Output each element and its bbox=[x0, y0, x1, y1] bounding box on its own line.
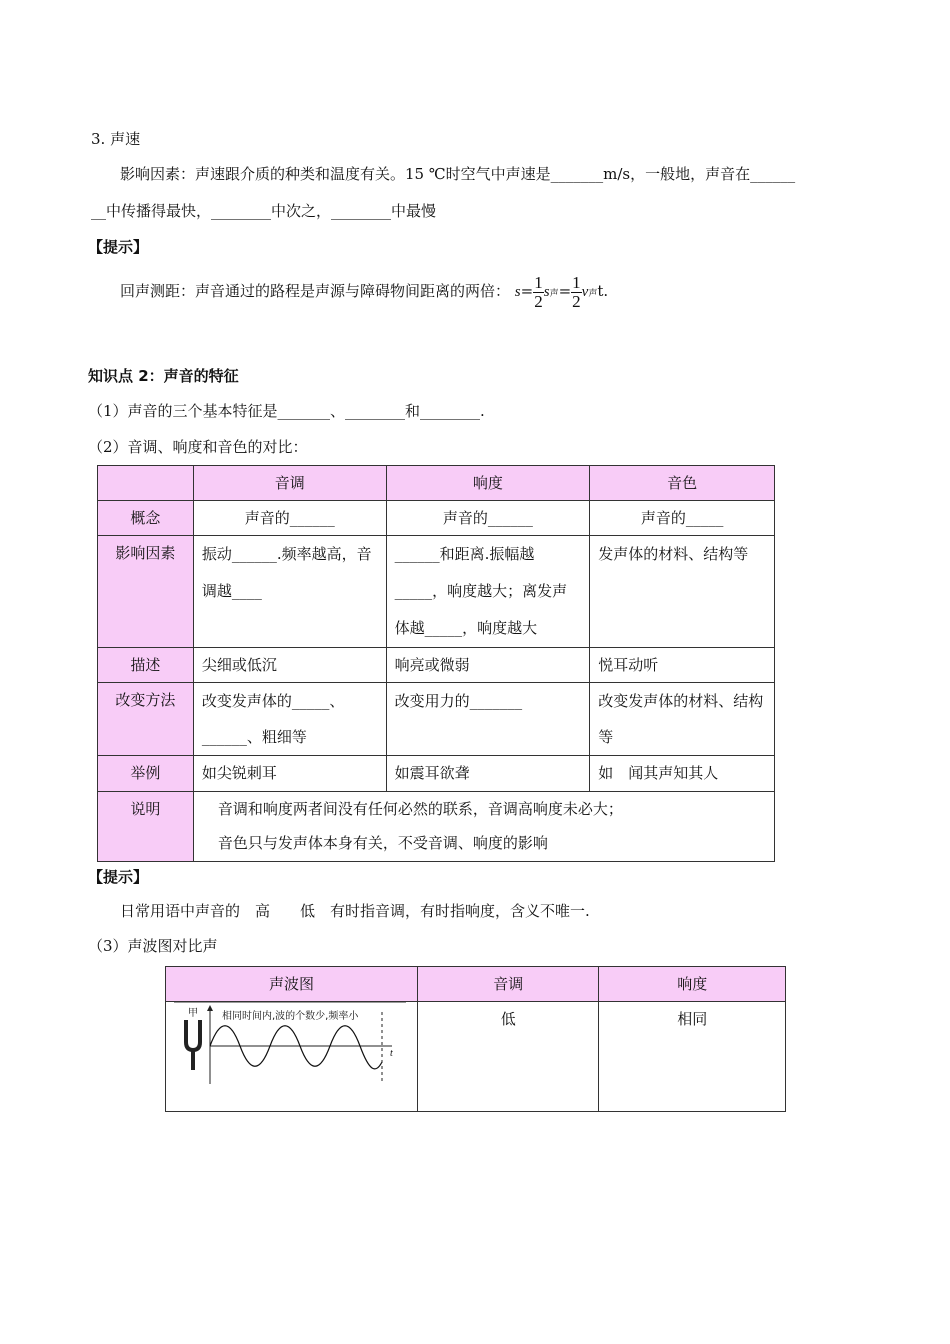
table-header-row bbox=[166, 967, 786, 1002]
formula-v: v bbox=[581, 284, 589, 300]
formula-t: t. bbox=[597, 282, 609, 300]
table-cell: 声音的______ bbox=[193, 501, 386, 536]
table-cell: 声音的______ bbox=[386, 501, 590, 536]
speed-factors-line2: __中传播得最快，________中次之，________中最慢 bbox=[91, 202, 437, 220]
table-header-row bbox=[98, 466, 775, 501]
table-cell: 振动______.频率越高，音调越____ bbox=[193, 536, 386, 648]
echo-formula-line bbox=[120, 271, 608, 311]
question-2: （2）音调、响度和音色的对比： bbox=[88, 438, 308, 456]
table-row bbox=[98, 648, 775, 683]
table-row bbox=[98, 536, 775, 648]
header-wave: 声波图 bbox=[166, 967, 418, 1002]
formula-s: s bbox=[514, 284, 521, 300]
table-cell: 如 闻其声知其人 bbox=[590, 756, 775, 792]
formula-fraction: $\frac{1}{2}$ bbox=[534, 272, 543, 311]
table-row bbox=[98, 683, 775, 756]
formula-fraction-2: $\frac{1}{2}$ bbox=[572, 272, 581, 311]
loudness-cell: 相同 bbox=[599, 1002, 786, 1112]
knowledge-heading: 知识点 2：声音的特征 bbox=[88, 367, 239, 385]
table-cell: 尖细或低沉 bbox=[193, 648, 386, 683]
table-cell: 响亮或微弱 bbox=[386, 648, 590, 683]
table-cell: 改变用力的_______ bbox=[386, 683, 590, 756]
note-line-1: 音调和响度两者间没有任何必然的联系，音调高响度未必大； bbox=[217, 800, 623, 818]
wave-table bbox=[165, 966, 786, 1112]
pitch-cell: 低 bbox=[417, 1002, 599, 1112]
row-label: 说明 bbox=[98, 792, 194, 862]
table-cell: 悦耳动听 bbox=[590, 648, 775, 683]
formula-eq2: = bbox=[558, 282, 572, 300]
echo-text: 回声测距：声音通过的路程是声源与障碍物间距离的两倍： bbox=[120, 282, 511, 300]
question-3: （3）声波图对比声 bbox=[88, 937, 218, 955]
table-cell: 改变发声体的材料、结构等 bbox=[590, 683, 775, 756]
formula-eq: = bbox=[520, 282, 534, 300]
row-label: 改变方法 bbox=[98, 683, 194, 756]
formula-s-sound: s bbox=[543, 284, 550, 300]
question-1: （1）声音的三个基本特征是_______、________和________. bbox=[88, 402, 485, 420]
header-loudness: 响度 bbox=[599, 967, 786, 1002]
row-label: 举例 bbox=[98, 756, 194, 792]
table-row bbox=[98, 756, 775, 792]
speed-factors-line1: 影响因素：声速跟介质的种类和温度有关。15 ℃时空气中声速是_______m/s，一般地，声音在______ bbox=[120, 165, 796, 183]
wave-label-jia: 甲 bbox=[188, 1008, 198, 1019]
header-timbre: 音色 bbox=[590, 466, 775, 501]
section-heading: 3. 声速 bbox=[91, 130, 141, 148]
tip-label-2: 【提示】 bbox=[88, 868, 149, 886]
wave-curve bbox=[210, 1026, 382, 1069]
table-row bbox=[166, 1002, 786, 1112]
axis-t-label: t bbox=[390, 1048, 393, 1059]
wave-caption: 相同时间内,波的个数少,频率小 bbox=[222, 1011, 359, 1022]
table-cell: 改变发声体的_____、______、粗细等 bbox=[193, 683, 386, 756]
note-cell bbox=[193, 792, 774, 862]
row-label: 概念 bbox=[98, 501, 194, 536]
wave-cell bbox=[166, 1002, 418, 1112]
comparison-table bbox=[97, 465, 775, 862]
tip-text: 日常用语中声音的 高 低 有时指音调，有时指响度，含义不唯一. bbox=[120, 902, 590, 920]
row-label: 描述 bbox=[98, 648, 194, 683]
table-cell: 发声体的材料、结构等 bbox=[590, 536, 775, 648]
header-blank bbox=[98, 466, 194, 501]
note-line-2: 音色只与发声体本身有关，不受音调、响度的影响 bbox=[217, 834, 548, 852]
table-cell: 声音的_____ bbox=[590, 501, 775, 536]
header-pitch: 音调 bbox=[193, 466, 386, 501]
formula-sub: 声 bbox=[549, 289, 559, 299]
formula-sub-2: 声 bbox=[588, 289, 598, 299]
tip-label: 【提示】 bbox=[88, 238, 149, 256]
table-cell: 如尖锐刺耳 bbox=[193, 756, 386, 792]
table-cell: 如震耳欲聋 bbox=[386, 756, 590, 792]
header-loudness: 响度 bbox=[386, 466, 590, 501]
table-row-note bbox=[98, 792, 775, 862]
row-label: 影响因素 bbox=[98, 536, 194, 648]
header-pitch: 音调 bbox=[417, 967, 599, 1002]
table-row bbox=[98, 501, 775, 536]
table-cell: ______和距离.振幅越_____，响度越大；离发声体越_____，响度越大 bbox=[386, 536, 590, 648]
